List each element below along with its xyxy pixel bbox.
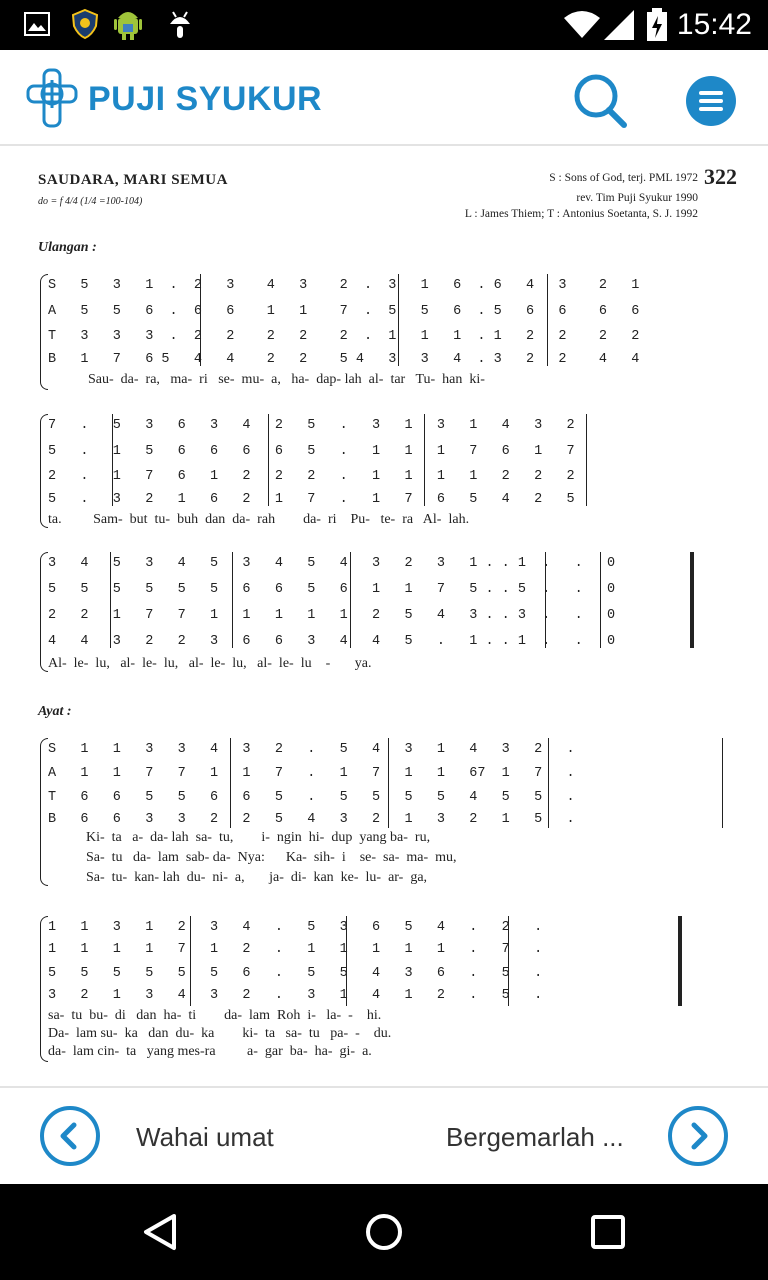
chevron-right-icon (672, 1110, 724, 1162)
system-bracket (40, 738, 48, 886)
soprano-line: 3 4 5 3 4 5 3 4 5 4 3 2 3 1 . . 1 . . 0 (48, 556, 616, 571)
soprano-line: S 1 1 3 3 4 3 2 . 5 4 3 1 4 3 2 . (48, 742, 575, 757)
section-verse-label: Ayat : (38, 704, 72, 719)
home-icon[interactable] (364, 1212, 404, 1252)
score-system-1 (0, 274, 768, 394)
search-icon[interactable] (570, 72, 630, 132)
next-song-label[interactable]: Bergemarlah ... (446, 1122, 624, 1152)
score-system-5 (0, 916, 768, 1066)
score-system-2 (0, 414, 768, 534)
song-number: 322 (704, 164, 737, 189)
battery-icon (646, 8, 668, 42)
soprano-line: 1 1 3 1 2 3 4 . 5 3 6 5 4 . 2 . (48, 920, 543, 935)
previous-song-label[interactable]: Wahai umat (136, 1122, 274, 1152)
system-nav-bar (0, 1184, 768, 1280)
soprano-line: S 5 3 1 . 2 3 4 3 2 . 3 1 6 . 6 4 3 2 1 (48, 278, 640, 293)
image-icon (24, 12, 50, 36)
song-navigation (0, 1086, 768, 1184)
score-system-3 (0, 552, 768, 676)
alto-line: 5 . 1 5 6 6 6 6 5 . 1 1 1 7 6 1 7 (48, 444, 575, 459)
next-song-button[interactable] (668, 1106, 728, 1166)
lyrics-line: Al- le- lu, al- le- lu, al- le- lu, al- le- lu - ya. (48, 656, 372, 671)
alto-line: 1 1 1 1 7 1 2 . 1 1 1 1 1 . 7 . (48, 942, 543, 957)
lyrics-line: Sau- da- ra, ma- ri se- mu- a, ha- dap- lah al- tar Tu- han ki- (88, 372, 485, 387)
credit-authors: L : James Thiem; T : Antonius Soetanta, S. J. 1992 (464, 208, 698, 220)
bass-line: B 1 7 6 5 4 4 2 2 5 4 3 3 4 . 3 2 2 4 4 (48, 352, 640, 367)
lyrics-line-3: Sa- tu- kan- lah du- ni- a, ja- di- kan ke- lu- ar- ga, (86, 870, 428, 885)
song-title: SAUDARA, MARI SEMUA (38, 172, 228, 188)
final-barline (678, 916, 682, 1006)
menu-icon-line (699, 99, 723, 103)
barline (722, 738, 723, 828)
recents-icon[interactable] (590, 1214, 626, 1250)
android-icon (112, 6, 144, 42)
back-icon[interactable] (140, 1212, 180, 1252)
song-score (0, 150, 768, 1084)
system-bracket (40, 916, 48, 1062)
menu-icon-line (699, 107, 723, 111)
signal-icon (604, 10, 634, 40)
section-refrain-label: Ulangan : (38, 240, 97, 255)
tenor-line: 5 5 5 5 5 5 6 . 5 5 4 3 6 . 5 . (48, 966, 543, 981)
lyrics-line-1: sa- tu bu- di dan ha- ti da- lam Roh i- la- - hi. (48, 1008, 382, 1023)
tenor-line: 2 . 1 7 6 1 2 2 2 . 1 1 1 1 2 2 2 (48, 469, 575, 484)
cross-logo-icon (24, 66, 80, 130)
lyrics-line-2: Da- lam su- ka dan du- ka ki- ta sa- tu pa- - du. (48, 1026, 392, 1041)
clock: 15:42 (676, 8, 752, 41)
shield-icon (70, 8, 100, 40)
chevron-left-icon (44, 1110, 96, 1162)
menu-button[interactable] (686, 76, 736, 126)
lyrics-line-2: Sa- tu da- lam sab- da- Nya: Ka- sih- i se- sa- ma- mu, (86, 850, 457, 865)
android-debug-icon (166, 8, 194, 42)
app-title: PUJI SYUKUR (88, 80, 323, 118)
bass-line: B 6 6 3 3 2 2 5 4 3 2 1 3 2 1 5 . (48, 812, 575, 827)
previous-song-button[interactable] (40, 1106, 100, 1166)
alto-line: 5 5 5 5 5 5 6 6 5 6 1 1 7 5 . . 5 . . 0 (48, 582, 616, 597)
bass-line: 3 2 1 3 4 3 2 . 3 1 4 1 2 . 5 . (48, 988, 543, 1003)
bass-line: 5 . 3 2 1 6 2 1 7 . 1 7 6 5 4 2 5 (48, 492, 575, 507)
lyrics-line-1: Ki- ta a- da- lah sa- tu, i- ngin hi- dup yang ba- ru, (86, 830, 431, 845)
lyrics-line: ta. Sam- but tu- buh dan da- rah da- ri Pu- te- ra Al- lah. (48, 512, 470, 527)
final-barline (690, 552, 694, 648)
menu-icon (699, 91, 723, 95)
tenor-line: T 3 3 3 . 2 2 2 2 2 . 1 1 1 . 1 2 2 2 2 (48, 329, 640, 344)
credit-source: S : Sons of God, terj. PML 1972 (549, 172, 698, 184)
alto-line: A 5 5 6 . 6 6 1 1 7 . 5 5 6 . 5 6 6 6 6 (48, 304, 640, 319)
app-bar (0, 50, 768, 146)
soprano-line: 7 . 5 3 6 3 4 2 5 . 3 1 3 1 4 3 2 (48, 418, 575, 433)
lyrics-line-3: da- lam cin- ta yang mes-ra a- gar ba- ha- gi- a. (48, 1044, 383, 1059)
status-bar (0, 0, 768, 50)
tenor-line: T 6 6 5 5 6 6 5 . 5 5 5 5 4 5 5 . (48, 790, 575, 805)
alto-line: A 1 1 7 7 1 1 7 . 1 7 1 1 67 1 7 . (48, 766, 575, 781)
bass-line: 4 4 3 2 2 3 6 6 3 4 4 5 . 1 . . 1 . . 0 (48, 634, 616, 649)
barline (586, 414, 587, 506)
tempo-marking: do = f 4/4 (1/4 =100-104) (38, 196, 143, 207)
wifi-icon (564, 10, 600, 40)
credit-revision: rev. Tim Puji Syukur 1990 (576, 192, 698, 204)
score-system-4 (0, 738, 768, 888)
system-bracket (40, 552, 48, 672)
system-bracket (40, 274, 48, 390)
tenor-line: 2 2 1 7 7 1 1 1 1 1 2 5 4 3 . . 3 . . 0 (48, 608, 616, 623)
system-bracket (40, 414, 48, 528)
